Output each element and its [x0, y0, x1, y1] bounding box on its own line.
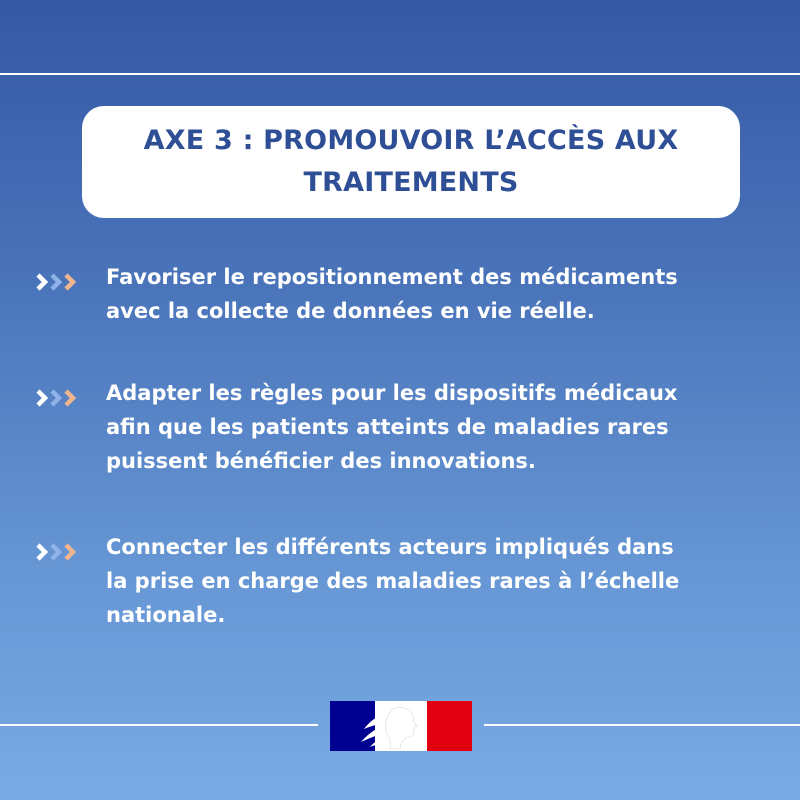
bullet-3-line-2: la prise en charge des maladies rares à l’échelle	[106, 569, 680, 593]
triple-chevron-icon	[36, 272, 86, 292]
title-box	[82, 106, 740, 218]
bullet-text-1	[106, 260, 766, 328]
bullet-1-line-2: avec la collecte de données en vie réelle.	[106, 299, 595, 323]
bullet-3-line-3: nationale.	[106, 603, 226, 627]
bullet-text-3	[106, 530, 766, 632]
bullet-1-line-1: Favoriser le repositionnement des médicaments	[106, 265, 678, 289]
top-divider	[0, 73, 800, 75]
bullet-2-line-1: Adapter les règles pour les dispositifs médicaux	[106, 381, 678, 405]
triple-chevron-icon	[36, 388, 86, 408]
bullet-3-line-1: Connecter les différents acteurs impliqués dans	[106, 535, 674, 559]
page-title-line-1: AXE 3 : PROMOUVOIR L’ACCÈS AUX	[143, 125, 679, 156]
bullet-2-line-2: afin que les patients atteints de maladies rares	[106, 415, 669, 439]
marianne-icon	[330, 701, 472, 751]
republique-francaise-logo	[330, 701, 472, 751]
page-title	[92, 120, 730, 204]
triple-chevron-icon	[36, 542, 86, 562]
bottom-divider-left	[0, 724, 318, 726]
bullet-2-line-3: puissent bénéficier des innovations.	[106, 449, 536, 473]
page-title-line-2: TRAITEMENTS	[303, 167, 519, 198]
bottom-divider-right	[484, 724, 800, 726]
bullet-text-2	[106, 376, 766, 478]
